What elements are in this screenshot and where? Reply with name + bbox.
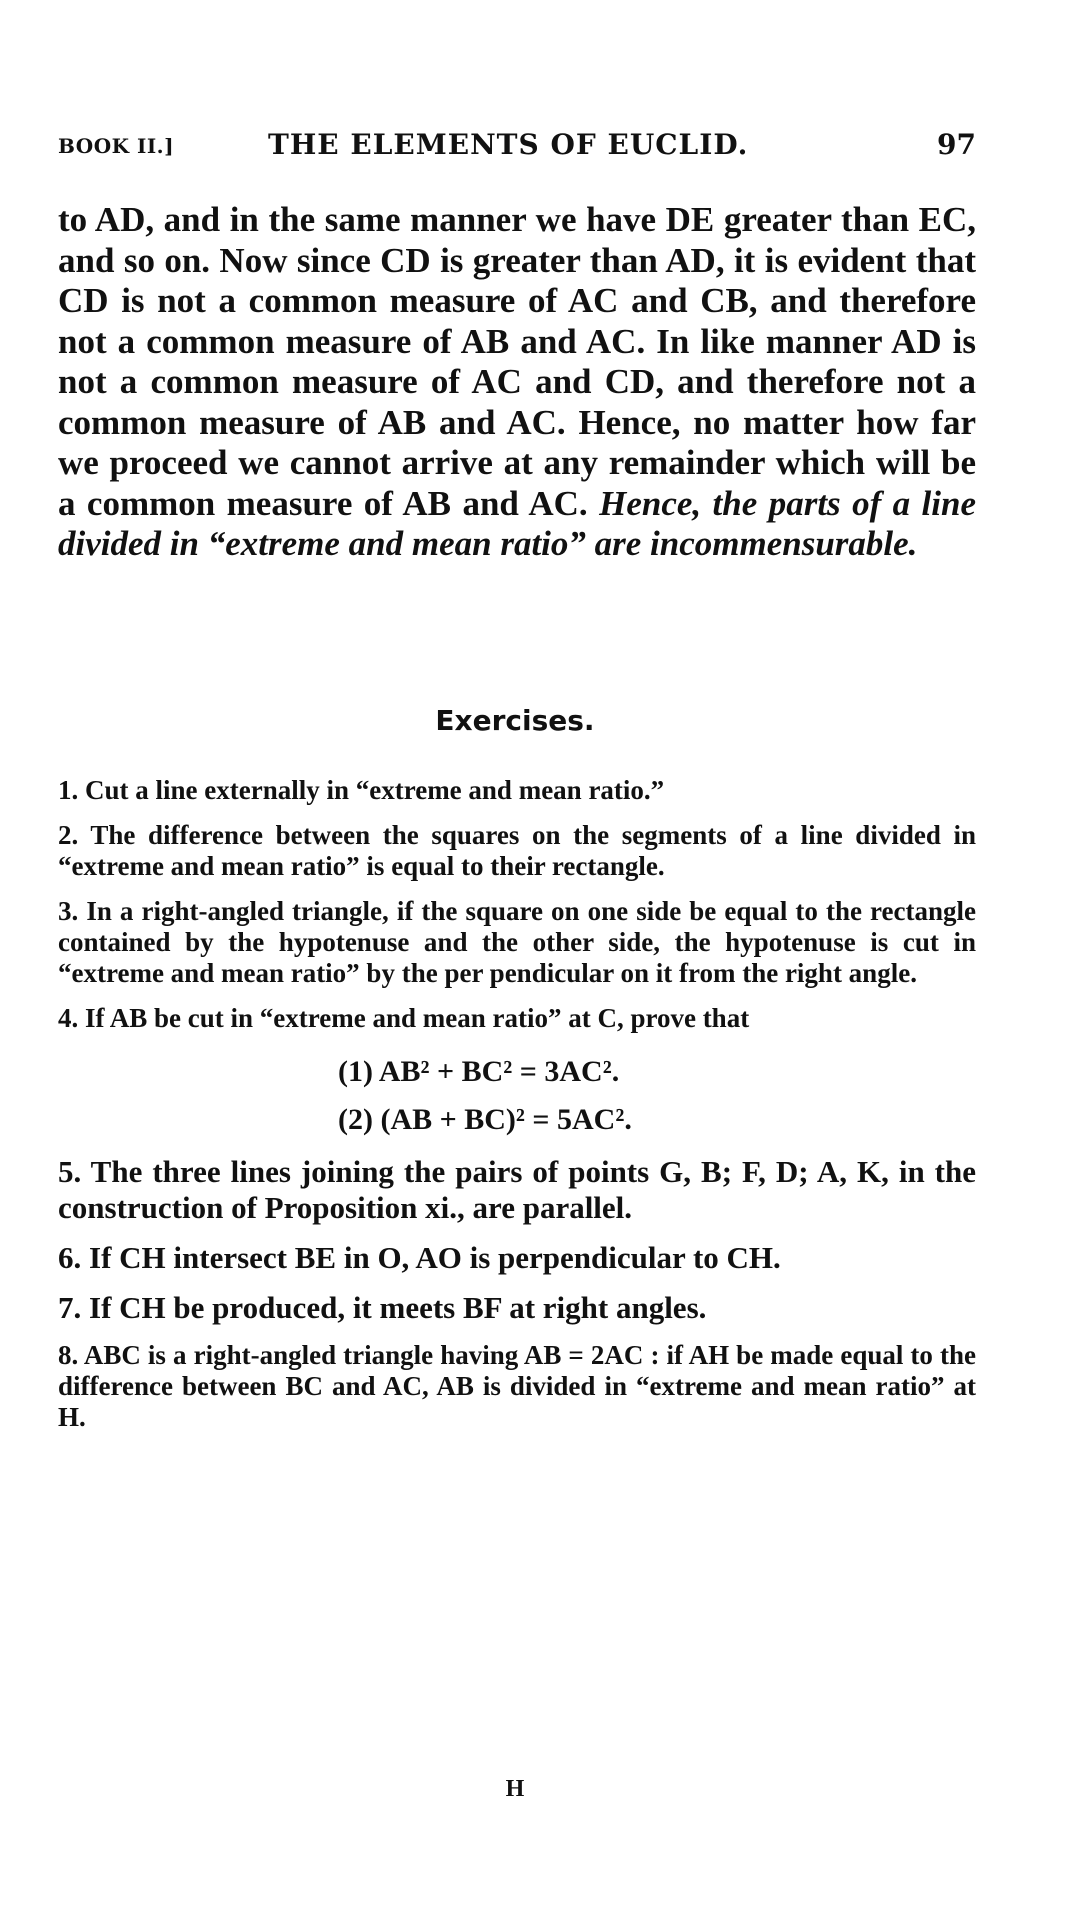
exercise-item: 4. If AB be cut in “extreme and mean ratio” at C, prove that bbox=[58, 1003, 750, 1033]
formula-block bbox=[338, 1048, 976, 1144]
exercise-item: 3. In a right-angled triangle, if the square on one side be equal to the rectangle contained by the hypotenuse and the other side, the hypotenuse is cut in “extreme and mean ratio” by the per pendicular on it from the right angle. bbox=[58, 896, 976, 988]
exercise-item: 7. If CH be produced, it meets BF at right angles. bbox=[58, 1290, 707, 1325]
exercise-item: 6. If CH intersect BE in O, AO is perpendicular to CH. bbox=[58, 1240, 781, 1275]
formula-2 bbox=[338, 1096, 976, 1144]
signature-mark: H bbox=[505, 1776, 525, 1802]
exercises-heading: Exercises. bbox=[435, 704, 595, 737]
exercise-item: 5. The three lines joining the pairs of points G, B; F, D; A, K, in the construction of Proposition xi., are parallel. bbox=[58, 1154, 976, 1225]
formula-1 bbox=[338, 1048, 976, 1096]
running-header bbox=[58, 128, 976, 168]
exercises-list bbox=[58, 775, 976, 1447]
exercise-item: 2. The difference between the squares on the segments of a line divided in “extreme and mean ratio” is equal to their rectangle. bbox=[58, 820, 976, 881]
page-number: 97 bbox=[937, 128, 976, 161]
book-label: BOOK II.] bbox=[58, 134, 175, 158]
formula-2-text: (AB + BC)² = 5AC². bbox=[380, 1103, 632, 1136]
formula-2-label: (2) bbox=[338, 1103, 373, 1136]
exercise-item: 1. Cut a line externally in “extreme and mean ratio.” bbox=[58, 775, 665, 805]
paragraph-text: to AD, and in the same manner we have DE greater than EC, and so on. Now since CD is greater than AD, it is evident that CD is not a common measure of AC and CB, and therefore not a common measure of AB and AC. In like manner AD is not a common measure of AC and CD, and therefore not a common measure of AB and AC. Hence, no matter how far we proceed we cannot arrive at any remainder which will be a common measure of AB and AC. bbox=[58, 200, 976, 523]
conclusion-text: Hence, the parts of a line divided in “extreme and mean ratio” are incommensurable. bbox=[58, 483, 977, 563]
page-title: THE ELEMENTS OF EUCLID. bbox=[268, 128, 749, 161]
formula-1-label: (1) bbox=[338, 1055, 373, 1088]
main-paragraph bbox=[58, 200, 976, 565]
exercise-item: 8. ABC is a right-angled triangle having AB = 2AC : if AH be made equal to the difference between BC and AC, AB is divided in “extreme and mean ratio” at H. bbox=[58, 1340, 976, 1432]
formula-1-text: AB² + BC² = 3AC². bbox=[378, 1055, 620, 1088]
